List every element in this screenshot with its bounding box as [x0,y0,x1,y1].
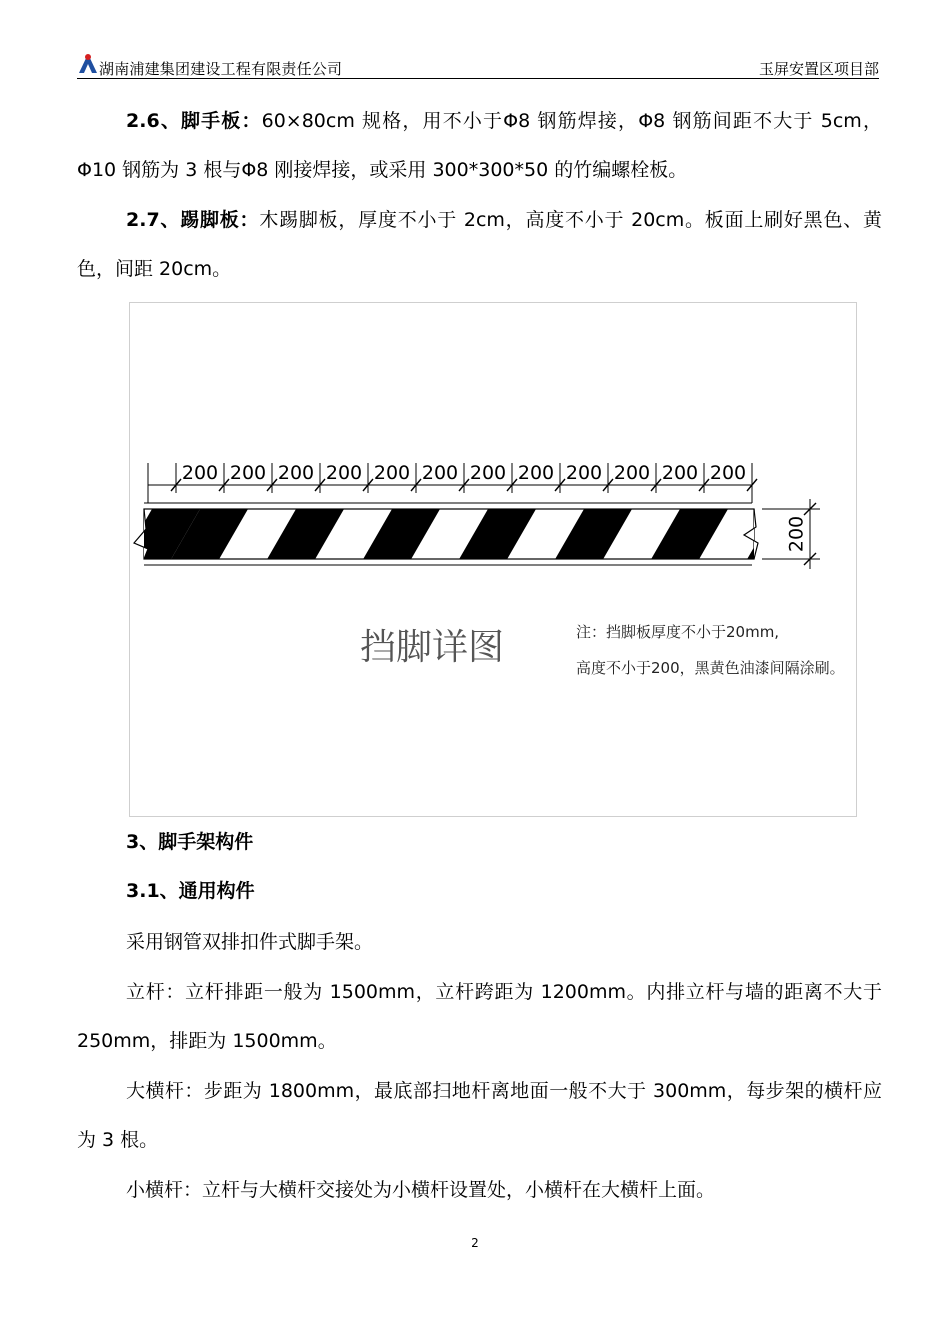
dimension-label: 200 [325,462,363,484]
dimension-label: 200 [277,462,315,484]
page-number: 2 [471,1236,479,1250]
figure-title: 挡脚详图 [360,627,505,668]
toe-board-stripe [651,509,728,559]
dimension-label: 200 [181,462,219,484]
figure-note-line-1: 注：挡脚板厚度不小于20mm, [576,623,780,641]
paragraph-ledger: 大横杆：步距为 1800mm，最底部扫地杆离地面一般不大于 300mm，每步架的横杆应为 3 根。 [77,1080,882,1151]
dimension-label: 200 [709,462,747,484]
section-2-7-label: 2.7、踢脚板： [126,209,260,231]
toe-board-stripe [459,509,536,559]
company-name: 湖南浦建集团建设工程有限责任公司 [99,60,343,78]
section-3-1-title: 3.1、通用构件 [126,880,255,902]
section-2-7-text: 木踢脚板，厚度不小于 2cm，高度不小于 20cm。板面上刷好黑色、黄色，间距 20cm。 [77,209,882,280]
toe-board-stripe [363,509,440,559]
project-department: 玉屏安置区项目部 [758,60,879,78]
paragraph-transom: 小横杆：立杆与大横杆交接处为小横杆设置处，小横杆在大横杆上面。 [126,1179,716,1201]
toe-board-stripe [267,509,344,559]
height-dimension-label: 200 [785,515,808,553]
dimension-label: 200 [229,462,267,484]
company-logo-icon [77,52,99,74]
page-header [77,44,879,79]
dimension-label: 200 [565,462,603,484]
dimension-label: 200 [661,462,699,484]
section-2-6-label: 2.6、脚手板： [126,110,262,132]
dimension-label: 200 [421,462,459,484]
section-2-6-text: 60×80cm 规格，用不小于Φ8 钢筋焊接，Φ8 钢筋间距不大于 5cm，Φ10 钢筋为 3 根与Φ8 刚接焊接，或采用 300*300*50 的竹编螺栓板。 [77,110,882,181]
dimension-label: 200 [517,462,555,484]
paragraph-upright: 立杆：立杆排距一般为 1500mm，立杆跨距为 1200mm。内排立杆与墙的距离不大于 250mm，排距为 1500mm。 [77,981,882,1052]
toe-board-detail-figure [129,302,857,817]
dimension-label: 200 [469,462,507,484]
toe-board-stripe [555,509,632,559]
dimension-label: 200 [613,462,651,484]
paragraph-scaffold-type: 采用钢管双排扣件式脚手架。 [126,931,374,953]
paragraph-2-7 [77,196,882,294]
dimension-label: 200 [373,462,411,484]
section-3-title: 3、脚手架构件 [126,831,254,853]
figure-note-line-2: 高度不小于200，黑黄色油漆间隔涂刷。 [576,659,845,677]
paragraph-2-6 [77,97,882,195]
toe-board-drawing [130,303,856,816]
